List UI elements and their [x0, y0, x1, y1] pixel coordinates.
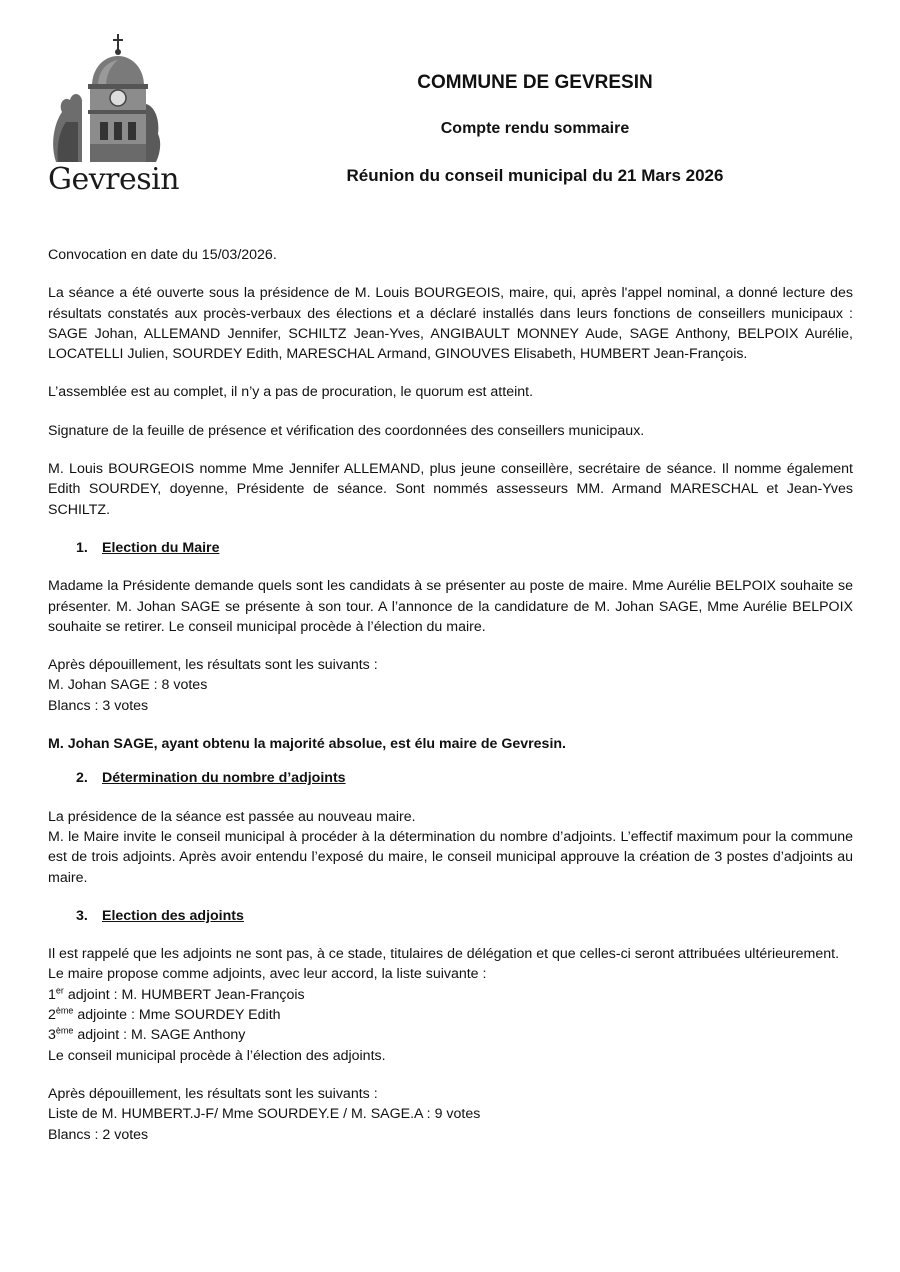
section-title: Détermination du nombre d’adjoints: [102, 770, 346, 787]
adjoint-item: 1er adjoint : M. HUMBERT Jean-François: [48, 984, 305, 1003]
section-number: 3.: [76, 907, 88, 924]
adjoint-item: 3ème adjoint : M. SAGE Anthony: [48, 1025, 246, 1044]
delegation-paragraph: Il est rappelé que les adjoints ne sont pas, à ce stade, titulaires de délégation et que celles-ci seront attribuées ultérieurement.: [48, 946, 840, 963]
section-title: Election du Maire: [102, 539, 220, 556]
section-heading-2: [48, 768, 853, 788]
blank-votes-line: Blancs : 3 votes: [48, 697, 149, 714]
commune-title: COMMUNE DE GEVRESIN: [417, 72, 653, 93]
mayor-election-paragraph: Madame la Présidente demande quels sont les candidats à se présenter au poste de maire. Mme Aurélie BELPOIX souhaite se présenter. M. Johan SAGE se présente à son tour. A l’annonce de la candidature de M. Johan SAGE, Mme Aurélie BELPOIX souhaite se retirer. Le conseil municipal procède à l’élection du maire.: [48, 578, 853, 635]
results-intro: Après dépouillement, les résultats sont les suivants :: [48, 657, 378, 674]
election-line: Le conseil municipal procède à l’élection des adjoints.: [48, 1047, 386, 1064]
section-title: Election des adjoints: [102, 907, 244, 924]
quorum-line: L’assemblée est au complet, il n’y a pas de procuration, le quorum est atteint.: [48, 384, 534, 401]
section-number: 1.: [76, 539, 88, 556]
section-heading-1: [48, 538, 853, 558]
blank-votes-line: Blancs : 2 votes: [48, 1126, 149, 1143]
proposal-line: Le maire propose comme adjoints, avec leur accord, la liste suivante :: [48, 966, 487, 983]
results-intro: Après dépouillement, les résultats sont les suivants :: [48, 1085, 378, 1102]
meeting-title: Réunion du conseil municipal du 21 Mars 2026: [346, 166, 724, 185]
section-number: 2.: [76, 770, 88, 787]
presidency-line: La présidence de la séance est passée au nouveau maire.: [48, 808, 416, 825]
opening-paragraph: La séance a été ouverte sous la présidence de M. Louis BOURGEOIS, maire, qui, après l'appel nominal, a donné lecture des résultats constatés aux procès-verbaux des élections et a déclaré installés dans leurs fonctions de conseillers municipaux : SAGE Johan, ALLEMAND Jennifer, SCHILTZ Jean-Yves, ANGIBAULT MONNEY Aude, SAGE Anthony, BELPOIX Aurélie, LOCATELLI Julien, SOURDEY Edith, MARESCHAL Armand, GINOUVES Elisabeth, HUMBERT Jean-François.: [48, 285, 853, 363]
adjoint-item: 2ème adjointe : Mme SOURDEY Edith: [48, 1005, 281, 1024]
convocation-line: Convocation en date du 15/03/2026.: [48, 247, 277, 263]
mayor-elected-statement: M. Johan SAGE, ayant obtenu la majorité absolue, est élu maire de Gevresin.: [48, 736, 566, 753]
document-body: [48, 245, 853, 1145]
votes-line: M. Johan SAGE : 8 votes: [48, 677, 208, 694]
document-subtitle: Compte rendu sommaire: [440, 120, 630, 137]
adjoints-count-paragraph: M. le Maire invite le conseil municipal à procéder à la détermination du nombre d’adjoints. L’effectif maximum pour la commune est de trois adjoints. Après avoir entendu l’exposé du maire, le conseil municipal approuve la création de 3 postes d’adjoints au maire.: [48, 828, 853, 886]
section-heading-3: [48, 906, 853, 926]
secretary-paragraph: M. Louis BOURGEOIS nomme Mme Jennifer ALLEMAND, plus jeune conseillère, secrétaire de séance. Il nomme également Edith SOURDEY, doyenne, Présidente de séance. Sont nommés assesseurs MM. Armand MARESCHAL et Jean-Yves SCHILTZ.: [48, 461, 853, 518]
church-tower-icon: [48, 34, 173, 164]
commune-logo: [48, 34, 180, 204]
logo-wordmark: Gevresin: [48, 162, 180, 197]
votes-line: Liste de M. HUMBERT.J-F/ Mme SOURDEY.E / M. SAGE.A : 9 votes: [48, 1106, 481, 1123]
signature-line: Signature de la feuille de présence et vérification des coordonnées des conseillers municipaux.: [48, 422, 645, 439]
